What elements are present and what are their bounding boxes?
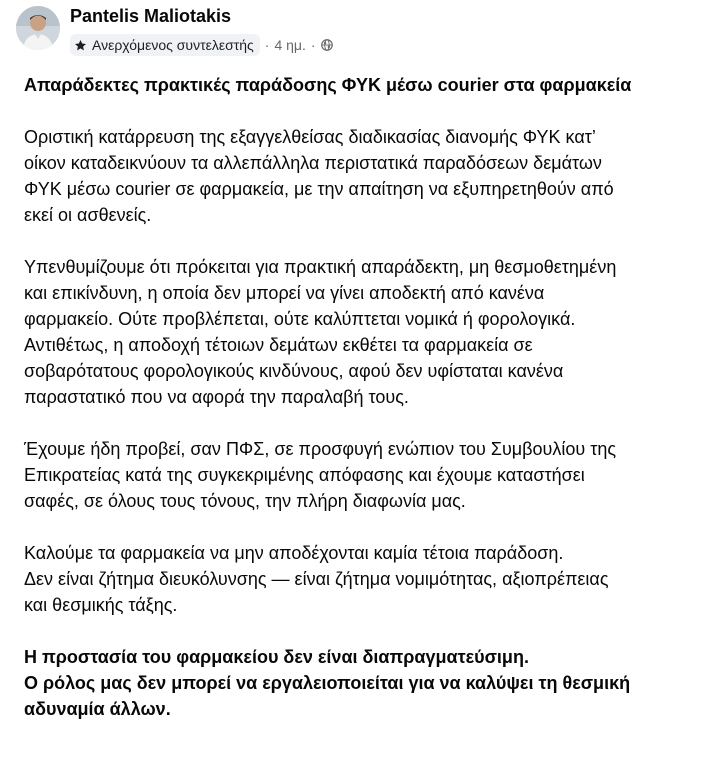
- avatar-photo-icon: [16, 6, 60, 50]
- text-line: Αντιθέτως, η αποδοχή τέτοιων δεμάτων εκθέτει τα φαρμακεία σε: [24, 335, 533, 355]
- badge-label: Ανερχόμενος συντελεστής: [92, 37, 254, 53]
- text-line: Οριστική κατάρρευση της εξαγγελθείσας διαδικασίας διανομής ΦΥΚ κατ’: [24, 127, 596, 147]
- paragraph-3: [24, 436, 719, 514]
- contributor-badge[interactable]: [70, 34, 260, 56]
- text-line: Δεν είναι ζήτημα διευκόλυνσης — είναι ζήτημα νομιμότητας, αξιοπρέπειας: [24, 569, 609, 589]
- post-body: [24, 72, 719, 722]
- paragraph-4: [24, 540, 719, 618]
- text-line: Επικρατείας κατά της συγκεκριμένης απόφασης και έχουμε καταστήσει: [24, 465, 585, 485]
- text-line: οίκον καταδεικνύουν τα αλλεπάλληλα περιστατικά παραδόσεων δεμάτων: [24, 153, 602, 173]
- paragraph-1: [24, 124, 719, 228]
- text-line: φαρμακείο. Ούτε προβλέπεται, ούτε καλύπτεται νομικά ή φορολογικά.: [24, 309, 576, 329]
- post-subline: [70, 34, 333, 56]
- text-line: σαφές, σε όλους τους τόνους, την πλήρη διαφωνία μας.: [24, 491, 466, 511]
- globe-icon[interactable]: [321, 39, 333, 51]
- text-line: Η προστασία του φαρμακείου δεν είναι διαπραγματεύσιμη.: [24, 647, 529, 667]
- post-header: [16, 4, 333, 56]
- text-line: Έχουμε ήδη προβεί, σαν ΠΦΣ, σε προσφυγή ενώπιον του Συμβουλίου της: [24, 439, 617, 459]
- author-name[interactable]: Pantelis Maliotakis: [70, 6, 232, 26]
- text-line: εκεί οι ασθενείς.: [24, 205, 152, 225]
- author-avatar[interactable]: [16, 6, 60, 50]
- text-line: σοβαρότατους φορολογικούς κινδύνους, αφού δεν υφίσταται κανένα: [24, 361, 564, 381]
- post-meta: [70, 4, 333, 56]
- star-icon: [74, 39, 87, 52]
- text-line: αδυναμία άλλων.: [24, 699, 171, 719]
- paragraph-2: [24, 254, 719, 410]
- text-line: Καλούμε τα φαρμακεία να μην αποδέχονται καμία τέτοια παράδοση.: [24, 543, 564, 563]
- text-line: Ο ρόλος μας δεν μπορεί να εργαλειοποιείται για να καλύψει τη θεσμική: [24, 673, 631, 693]
- text-line: παραστατικό που να αφορά την παραλαβή τους.: [24, 387, 409, 407]
- separator-dot-2: ·: [310, 37, 316, 53]
- post-timestamp[interactable]: 4 ημ.: [274, 37, 306, 53]
- text-line: και θεσμικής τάξης.: [24, 595, 178, 615]
- text-line: Υπενθυμίζουμε ότι πρόκειται για πρακτική απαράδεκτη, μη θεσμοθετημένη: [24, 257, 617, 277]
- separator-dot: ·: [264, 37, 270, 53]
- closing-statement: [24, 644, 719, 722]
- post-title: Απαράδεκτες πρακτικές παράδοσης ΦΥΚ μέσω courier στα φαρμακεία: [24, 75, 632, 95]
- text-line: και επικίνδυνη, η οποία δεν μπορεί να γίνει αποδεκτή από κανένα: [24, 283, 545, 303]
- text-line: ΦΥΚ μέσω courier σε φαρμακεία, με την απαίτηση να εξυπηρετηθούν από: [24, 179, 614, 199]
